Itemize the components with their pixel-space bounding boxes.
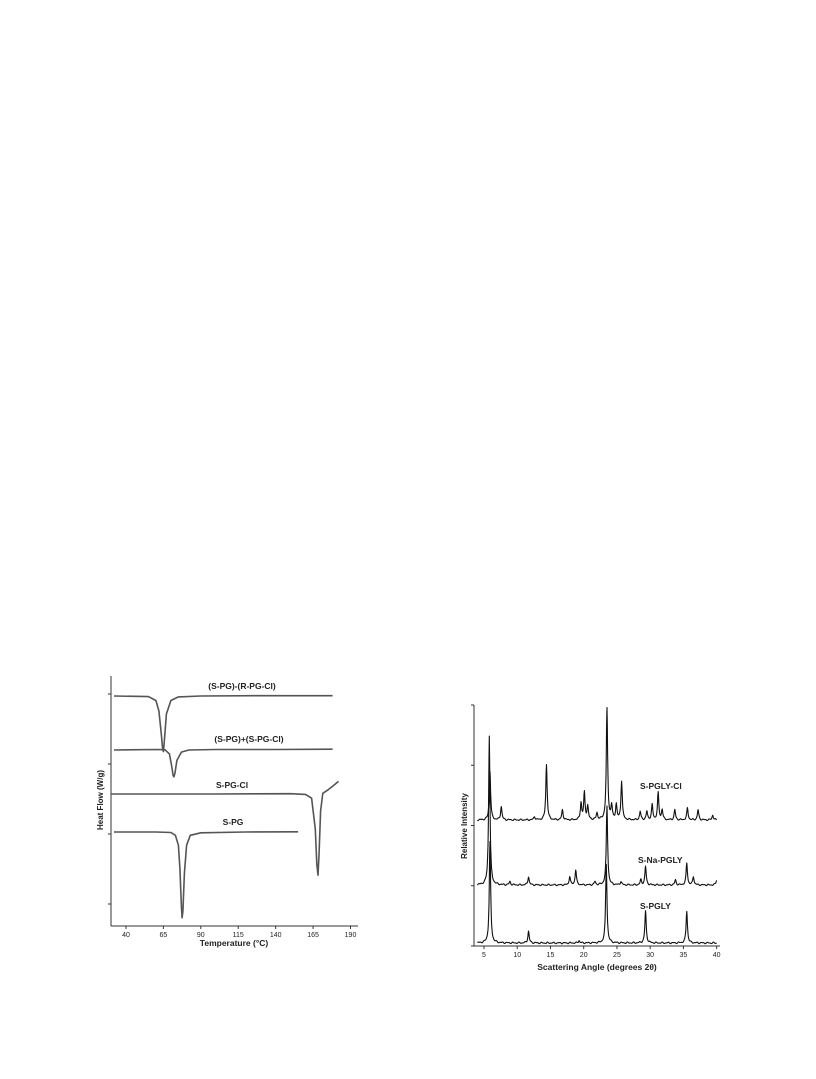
xrd-x-tick-label: 5 [482,952,486,959]
xrd-series-line [477,708,716,821]
xrd-label-2: S-Na-PGLY [638,855,683,865]
dsc-x-tick-label: 140 [269,932,282,939]
dsc-chart [96,676,358,948]
xrd-label-1: S-PGLY-Cl [640,781,682,791]
xrd-series [477,708,716,944]
dsc-series [111,696,339,918]
dsc-label-4: S-PG [222,817,244,827]
dsc-x-tick-label: 65 [159,932,168,939]
dsc-series-line [111,781,339,875]
xrd-x-tick-label: 20 [579,952,588,959]
dsc-x-tick-label: 165 [307,932,319,939]
xrd-x-ticks [482,946,721,959]
dsc-x-label: Temperature (°C) [199,938,269,948]
dsc-series-line [114,832,298,918]
dsc-x-tick-label: 115 [232,932,244,939]
xrd-x-tick-label: 10 [513,952,522,959]
dsc-x-tick-label: 190 [344,932,357,939]
xrd-x-tick-label: 30 [646,952,655,959]
xrd-chart [460,705,721,972]
dsc-label-2: (S-PG)+(S-PG-Cl) [214,734,284,744]
xrd-x-label: Scattering Angle (degrees 2θ) [537,962,657,972]
xrd-label-3: S-PGLY [640,901,671,911]
dsc-label-1: (S-PG)-(R-PG-Cl) [208,681,276,691]
xrd-x-tick-label: 35 [679,952,688,959]
dsc-y-label: Heat Flow (W/g) [96,770,105,830]
dsc-x-tick-label: 90 [196,932,205,939]
xrd-x-tick-label: 15 [546,952,555,959]
xrd-x-tick-label: 25 [613,952,621,959]
xrd-x-tick-label: 40 [712,952,721,959]
dsc-label-3: S-PG-Cl [215,780,249,790]
xrd-y-label: Relative Intensity [460,793,469,859]
dsc-x-tick-label: 40 [122,932,130,939]
dsc-series-line [114,749,333,777]
